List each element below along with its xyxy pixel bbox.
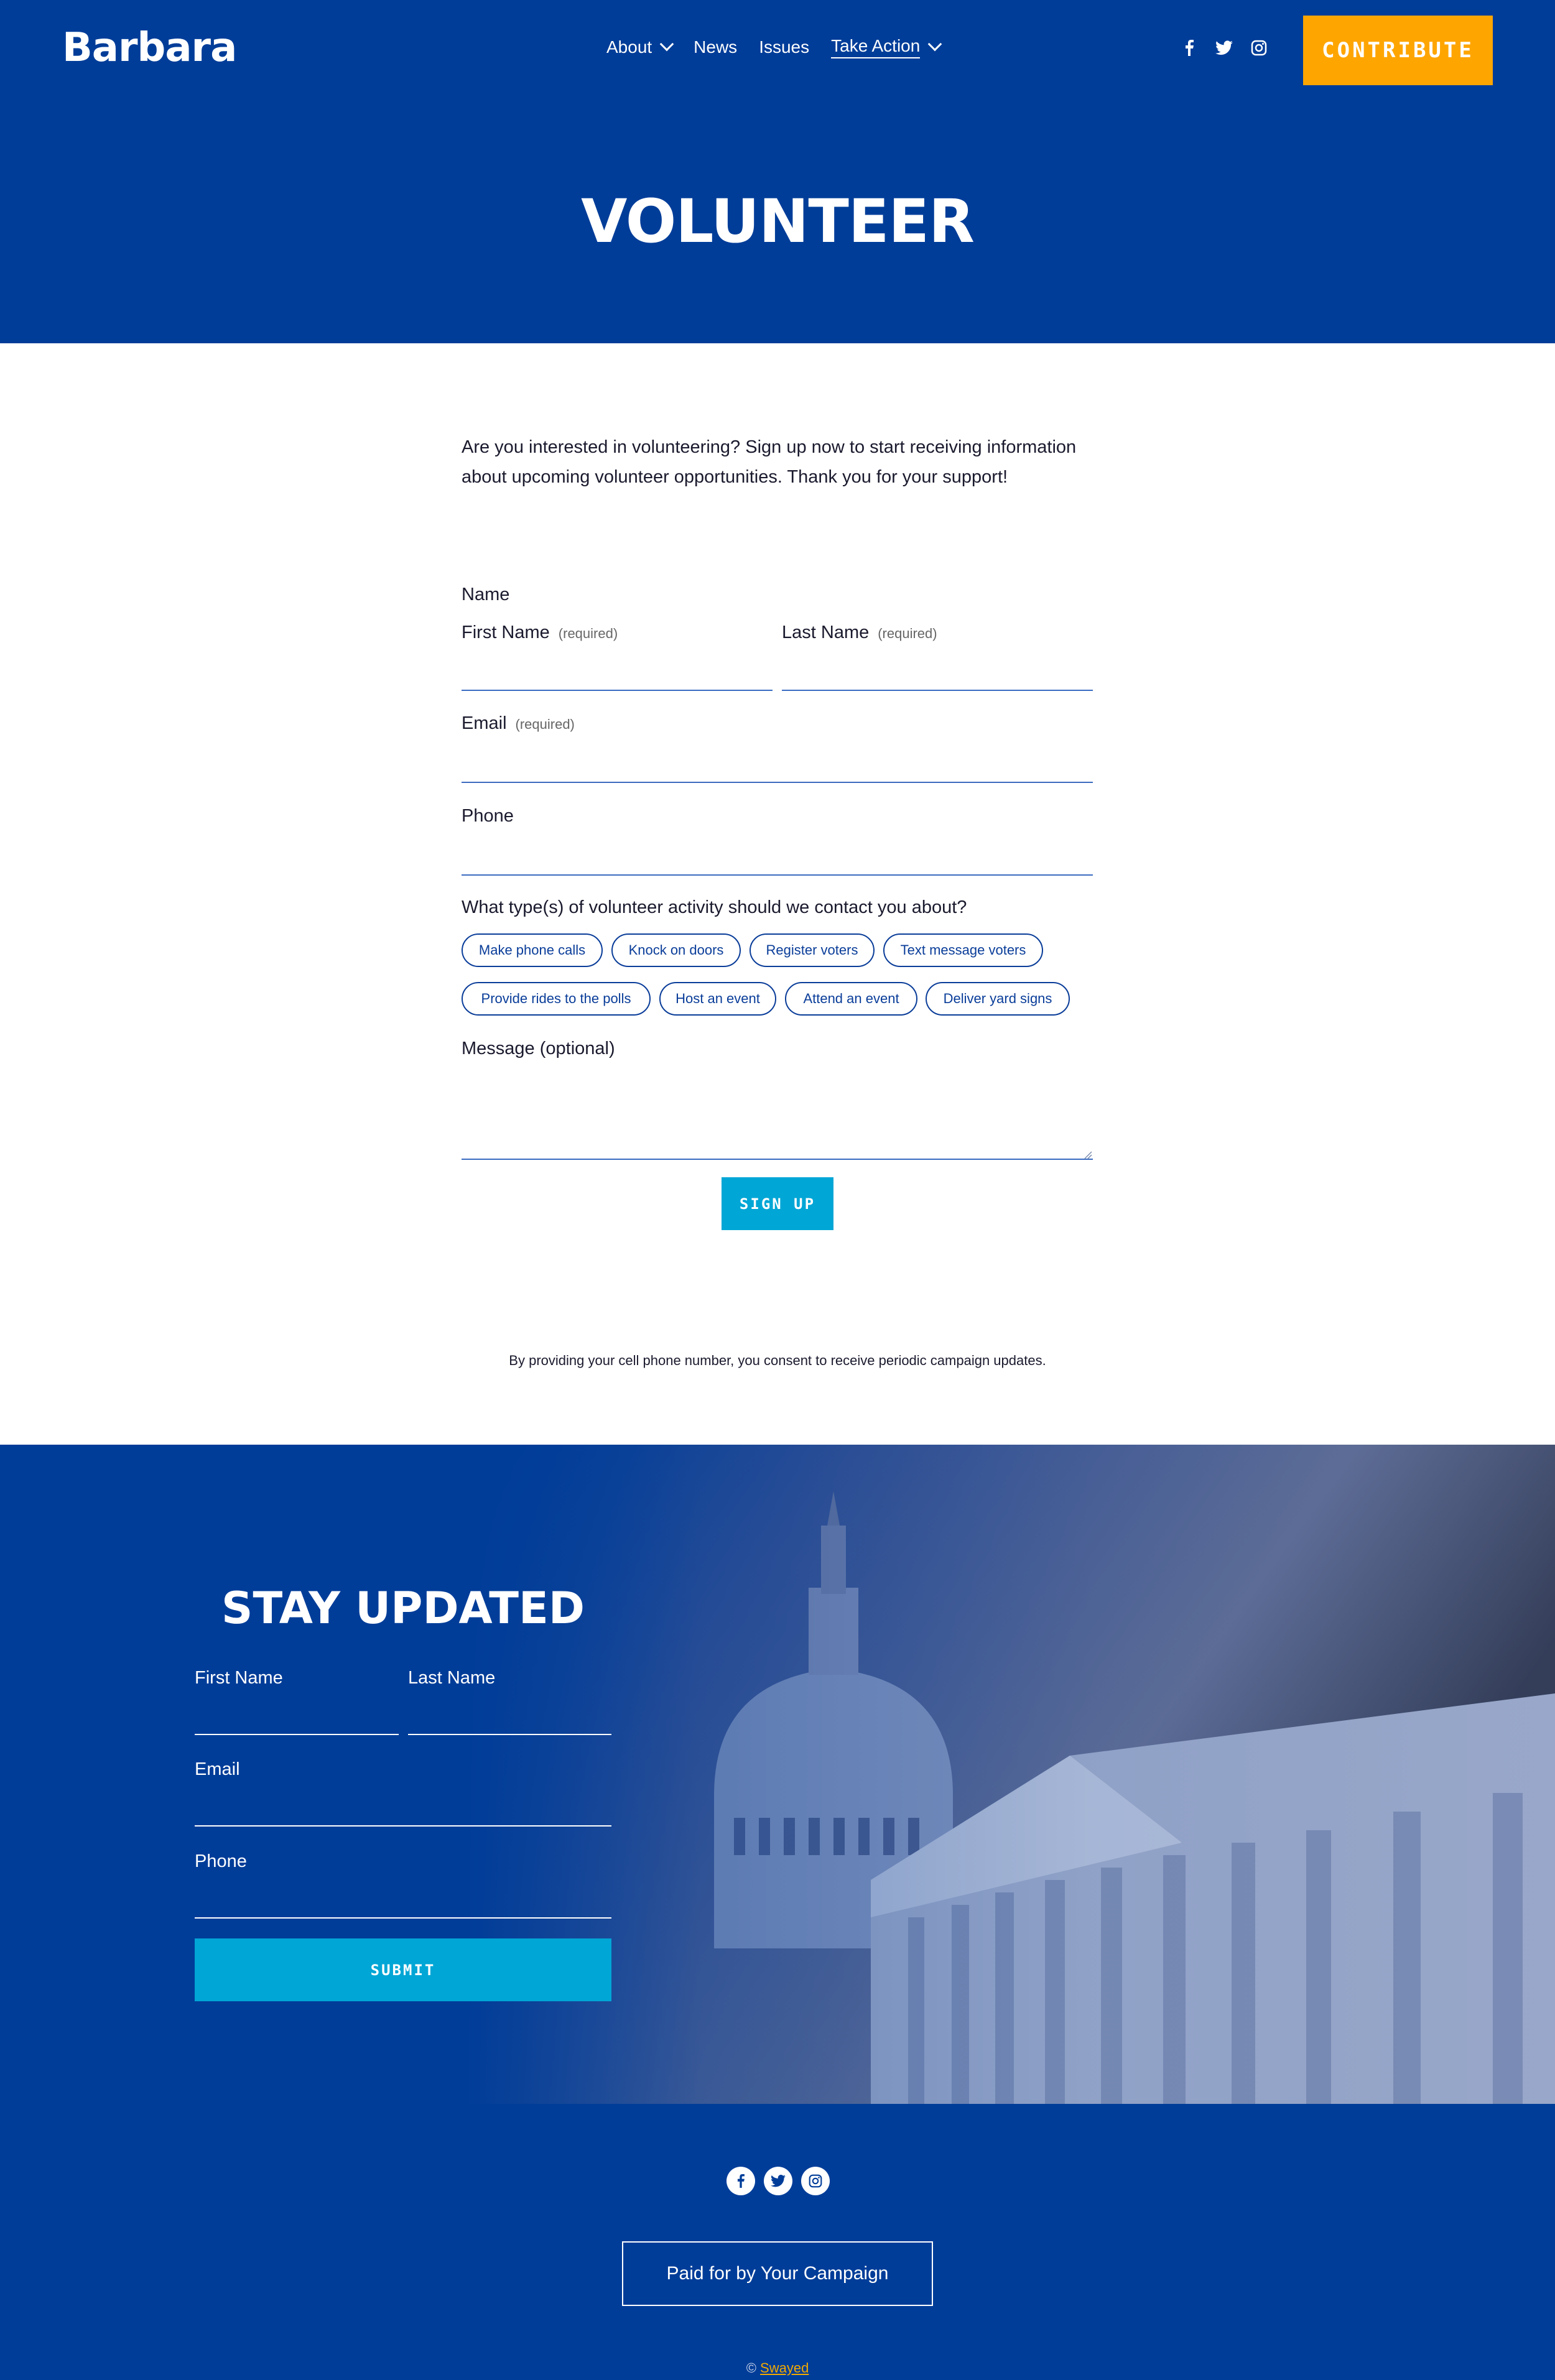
name-group-label: Name — [462, 585, 510, 604]
nav-item-issues[interactable] — [759, 37, 809, 57]
phone-label: Phone — [462, 806, 514, 826]
consent-text: By providing your cell phone number, you consent to receive periodic campaign updates. — [509, 1353, 1046, 1368]
activity-option-attend-event[interactable]: Attend an event — [785, 982, 917, 1016]
twitter-icon[interactable] — [764, 2167, 792, 2195]
email-label-text: Email — [462, 713, 507, 733]
last-name-input[interactable] — [782, 690, 1093, 691]
activity-option-yard-signs[interactable]: Deliver yard signs — [926, 982, 1070, 1016]
email-label — [462, 713, 575, 734]
first-name-label — [462, 623, 618, 643]
stay-last-name-input[interactable] — [408, 1734, 611, 1735]
stay-email-input[interactable] — [195, 1825, 611, 1827]
activity-option-text-voters[interactable]: Text message voters — [883, 933, 1043, 967]
submit-button[interactable]: SUBMIT — [195, 1938, 611, 2001]
facebook-icon[interactable] — [1181, 39, 1198, 57]
last-name-label — [782, 623, 937, 643]
copyright-symbol: © — [746, 2360, 756, 2376]
intro-text: Are you interested in volunteering? Sign up now to start receiving information about upcoming volunteer opportunities. Thank you for your support! — [462, 437, 1077, 487]
paid-for-notice: Paid for by Your Campaign — [622, 2241, 933, 2306]
stay-last-name-label: Last Name — [408, 1668, 496, 1688]
required-note: (required) — [515, 716, 575, 732]
sign-up-button[interactable]: SIGN UP — [722, 1177, 833, 1230]
activity-option-register-voters[interactable]: Register voters — [750, 933, 875, 967]
first-name-input[interactable] — [462, 690, 773, 691]
last-name-label-text: Last Name — [782, 623, 870, 642]
required-note: (required) — [878, 626, 937, 641]
stay-first-name-input[interactable] — [195, 1734, 399, 1735]
stay-first-name-label: First Name — [195, 1668, 283, 1688]
nav-item-about[interactable] — [606, 37, 672, 57]
activity-option-knock-doors[interactable]: Knock on doors — [611, 933, 741, 967]
page-title: VOLUNTEER — [581, 187, 974, 256]
site-header — [0, 0, 1555, 343]
contribute-button[interactable]: CONTRIBUTE — [1303, 16, 1493, 85]
site-logo[interactable]: Barbara — [62, 25, 237, 71]
swayed-link[interactable]: Swayed — [760, 2360, 809, 2376]
twitter-icon[interactable] — [1215, 39, 1233, 57]
instagram-icon[interactable] — [801, 2167, 830, 2195]
first-name-label-text: First Name — [462, 623, 550, 642]
chevron-down-icon[interactable] — [928, 37, 942, 52]
required-note: (required) — [558, 626, 618, 641]
nav-label-take-action[interactable]: Take Action — [831, 36, 920, 58]
nav-label-about[interactable]: About — [606, 37, 652, 57]
stay-updated-title: STAY UPDATED — [221, 1583, 585, 1634]
chevron-down-icon[interactable] — [660, 37, 674, 52]
activity-option-phone-calls[interactable]: Make phone calls — [462, 933, 603, 967]
nav-label-news[interactable]: News — [694, 37, 738, 57]
stay-phone-label: Phone — [195, 1851, 247, 1871]
nav-label-issues[interactable]: Issues — [759, 37, 810, 57]
message-label: Message (optional) — [462, 1039, 615, 1058]
facebook-icon[interactable] — [726, 2167, 755, 2195]
activity-question: What type(s) of volunteer activity should we contact you about? — [462, 897, 967, 917]
activity-option-host-event[interactable]: Host an event — [659, 982, 776, 1016]
main-nav — [606, 36, 962, 58]
stay-email-label: Email — [195, 1759, 240, 1779]
phone-input[interactable] — [462, 874, 1093, 876]
footer-social-links — [726, 2167, 830, 2195]
nav-item-take-action[interactable] — [831, 36, 940, 58]
stay-phone-input[interactable] — [195, 1917, 611, 1919]
message-textarea[interactable] — [462, 1067, 1093, 1160]
resize-handle-icon[interactable] — [1084, 1151, 1092, 1159]
instagram-icon[interactable] — [1250, 39, 1268, 57]
nav-item-news[interactable] — [694, 37, 737, 57]
header-social-links — [1181, 39, 1268, 57]
activity-option-rides[interactable]: Provide rides to the polls — [462, 982, 651, 1016]
email-input[interactable] — [462, 782, 1093, 783]
site-credit — [0, 2360, 1555, 2376]
